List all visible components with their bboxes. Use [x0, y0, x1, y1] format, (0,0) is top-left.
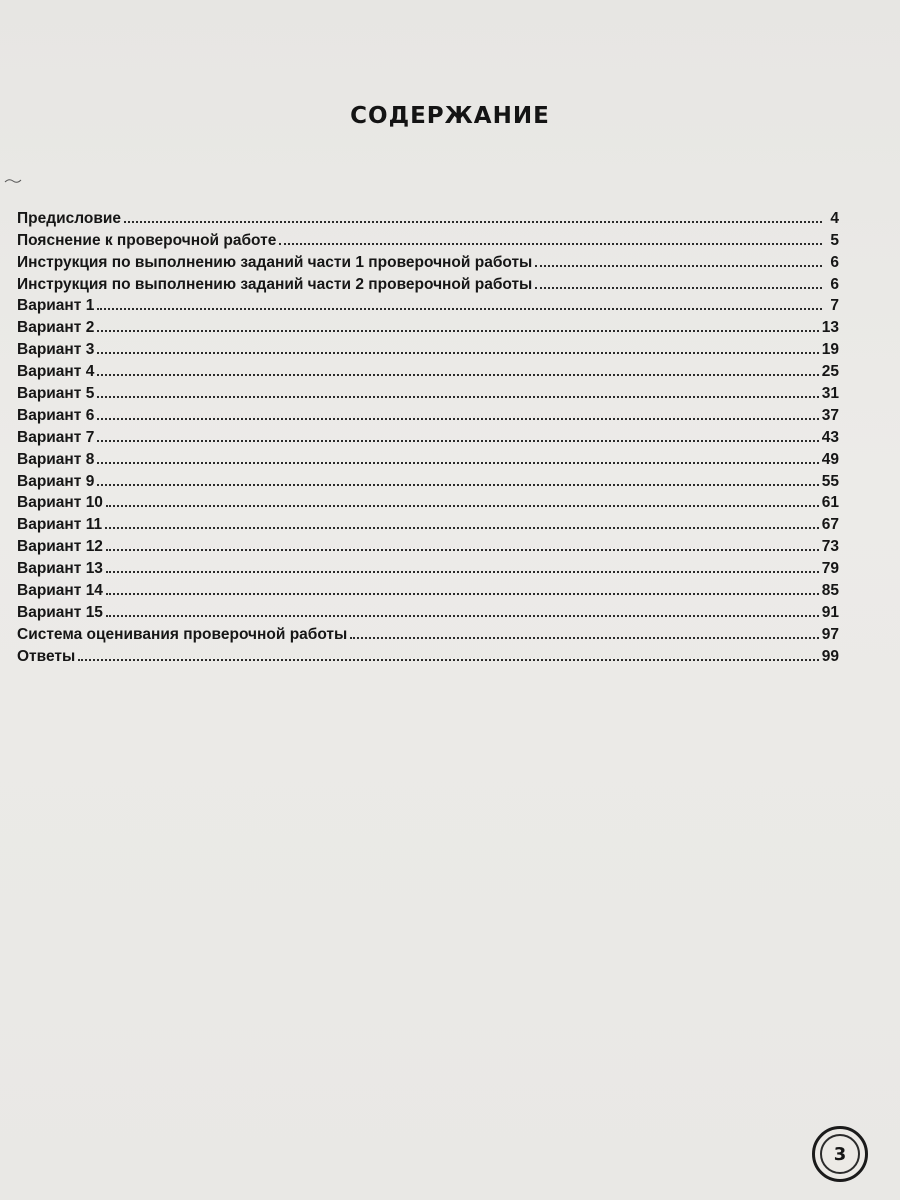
toc-entry-label: Пояснение к проверочной работе [17, 231, 277, 249]
toc-entry [17, 337, 839, 359]
toc-entry-label: Вариант 10 [17, 494, 103, 512]
toc-entry [17, 556, 839, 578]
toc-entry-label: Вариант 2 [17, 319, 95, 337]
toc-dot-leader [78, 659, 819, 661]
toc-entry-label: Вариант 11 [17, 516, 103, 534]
toc-entry-page: 43 [821, 428, 839, 446]
toc-entry-label: Вариант 9 [17, 472, 95, 490]
toc-dot-leader [279, 243, 822, 245]
toc-entry [17, 644, 839, 666]
toc-entry-label: Вариант 1 [17, 297, 95, 315]
toc-dot-leader [535, 265, 822, 267]
toc-dot-leader [97, 396, 818, 398]
toc-dot-leader [97, 462, 818, 464]
pencil-mark-icon [4, 176, 22, 186]
toc-dot-leader [97, 308, 822, 310]
toc-entry-page: 6 [830, 253, 839, 271]
toc-entry [17, 250, 839, 272]
toc-entry-label: Вариант 8 [17, 450, 95, 468]
toc-entry-page: 49 [821, 450, 839, 468]
toc-entry-label: Вариант 12 [17, 538, 103, 556]
toc-dot-leader [97, 374, 818, 376]
toc-entry [17, 600, 839, 622]
toc-entry-label: Инструкция по выполнению заданий части 1 проверочной работы [17, 253, 533, 271]
toc-entry-page: 31 [821, 385, 839, 403]
toc-entry-page: 79 [821, 560, 839, 578]
toc-entry-page: 25 [821, 363, 839, 381]
toc-entry-page: 67 [821, 516, 839, 534]
toc-dot-leader [106, 505, 819, 507]
toc-dot-leader [97, 330, 818, 332]
toc-entry [17, 622, 839, 644]
toc-entry [17, 491, 839, 513]
toc-entry-page: 4 [830, 209, 839, 227]
toc-entry [17, 228, 839, 250]
toc-entry-label: Вариант 15 [17, 603, 103, 621]
toc-dot-leader [350, 637, 818, 639]
toc-entry-label: Вариант 6 [17, 406, 95, 424]
toc-entry [17, 469, 839, 491]
toc-entry-page: 7 [830, 297, 839, 315]
toc-entry-label: Вариант 13 [17, 560, 103, 578]
toc-entry-page: 55 [821, 472, 839, 490]
toc-entry-page: 91 [821, 603, 839, 621]
page-title: СОДЕРЖАНИЕ [350, 103, 550, 130]
toc-entry-page: 99 [821, 647, 839, 665]
toc-entry-label: Вариант 7 [17, 428, 95, 446]
toc-entry [17, 206, 839, 228]
toc-entry-page: 97 [821, 625, 839, 643]
toc-dot-leader [124, 221, 822, 223]
toc-dot-leader [106, 571, 819, 573]
toc-entry [17, 272, 839, 294]
toc-entry-label: Ответы [17, 647, 76, 665]
toc-entry-page: 73 [821, 538, 839, 556]
toc-entry [17, 294, 839, 316]
toc-entry-label: Вариант 3 [17, 341, 95, 359]
toc-entry [17, 403, 839, 425]
toc-entry [17, 578, 839, 600]
toc-dot-leader [97, 440, 818, 442]
toc-entry-page: 19 [821, 341, 839, 359]
toc-entry [17, 512, 839, 534]
toc-entry [17, 534, 839, 556]
toc-entry-label: Вариант 5 [17, 385, 95, 403]
toc-entry-page: 85 [821, 582, 839, 600]
toc-entry-page: 61 [821, 494, 839, 512]
toc-entry [17, 447, 839, 469]
toc-dot-leader [106, 615, 819, 617]
toc-dot-leader [97, 484, 818, 486]
toc-entry [17, 359, 839, 381]
toc-dot-leader [106, 593, 819, 595]
toc-entry-label: Предисловие [17, 209, 122, 227]
toc-dot-leader [105, 527, 819, 529]
toc-entry-label: Инструкция по выполнению заданий части 2 проверочной работы [17, 275, 533, 293]
table-of-contents [17, 206, 839, 666]
toc-entry-label: Вариант 4 [17, 363, 95, 381]
toc-entry-page: 13 [821, 319, 839, 337]
toc-dot-leader [97, 418, 818, 420]
page-number-badge [812, 1126, 868, 1182]
toc-entry-label: Система оценивания проверочной работы [17, 625, 348, 643]
toc-entry [17, 381, 839, 403]
toc-dot-leader [535, 287, 822, 289]
toc-entry-page: 37 [821, 406, 839, 424]
toc-entry-label: Вариант 14 [17, 582, 103, 600]
toc-entry-page: 6 [830, 275, 839, 293]
toc-entry-page: 5 [830, 231, 839, 249]
toc-entry [17, 315, 839, 337]
toc-entry [17, 425, 839, 447]
toc-dot-leader [106, 549, 819, 551]
page-number: 3 [820, 1134, 860, 1174]
toc-dot-leader [97, 352, 818, 354]
